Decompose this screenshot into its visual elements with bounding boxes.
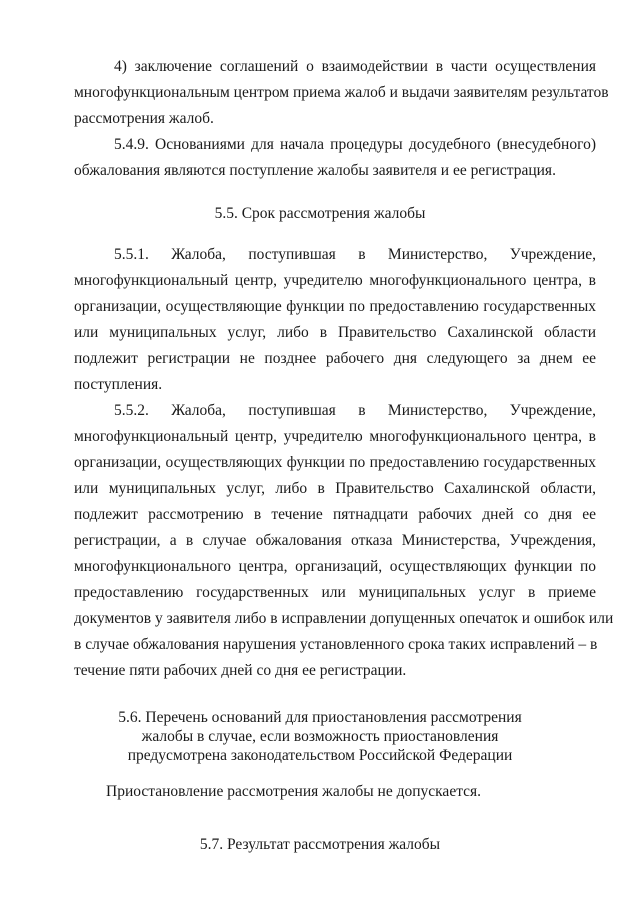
text-line: поступления. xyxy=(74,376,163,393)
text-line: подлежит рассмотрению в течение пятнадцати рабочих дней со дня ее xyxy=(74,506,596,523)
text-line: предоставлению государственных или муниципальных услуг в приеме xyxy=(74,584,596,601)
paragraph-5-6-text: Приостановление рассмотрения жалобы не допускается. xyxy=(106,783,482,800)
text-line: многофункционального центра, организаций, осуществляющих функции по xyxy=(74,558,596,575)
text-line: в случае обжалования нарушения установленного срока таких исправлений – в xyxy=(74,636,598,653)
text-line: документов у заявителя либо в исправлении допущенных опечаток и ошибок или xyxy=(74,610,614,627)
text-line: 5.4.9. Основаниями для начала процедуры досудебного (внесудебного) xyxy=(114,136,596,153)
text-line: 5.5.1. Жалоба, поступившая в Министерство, Учреждение, xyxy=(114,246,596,263)
text-line: течение пяти рабочих дней со дня ее регистрации. xyxy=(74,662,407,679)
paragraph-item-4 xyxy=(74,54,609,132)
text-line: подлежит регистрации не позднее рабочего дня следующего за днем ее xyxy=(74,350,596,367)
paragraph-5-5-2 xyxy=(74,398,614,684)
text-line: организации, осуществляющих функции по предоставлению государственных xyxy=(74,454,596,471)
text-line: многофункциональным центром приема жалоб и выдачи заявителям результатов xyxy=(74,84,609,101)
section-heading-5-7: 5.7. Результат рассмотрения жалобы xyxy=(199,836,441,853)
text-line: многофункциональный центр, учредителю многофункционального центра, в xyxy=(74,272,596,289)
text-line: многофункциональный центр, учредителю многофункционального центра, в xyxy=(74,428,596,445)
text-line: обжалования являются поступление жалобы заявителя и ее регистрация. xyxy=(74,162,556,179)
heading-line: жалобы в случае, если возможность приостановления xyxy=(141,728,499,745)
section-heading-5-5: 5.5. Срок рассмотрения жалобы xyxy=(214,205,426,222)
section-heading-5-6 xyxy=(0,708,640,765)
text-line: регистрации, а в случае обжалования отказа Министерства, Учреждения, xyxy=(74,532,596,549)
text-line: рассмотрения жалоб. xyxy=(74,110,214,127)
text-line: организации, осуществляющие функции по предоставлению государственных xyxy=(74,298,596,315)
text-line: 5.5.2. Жалоба, поступившая в Министерство, Учреждение, xyxy=(114,402,596,419)
heading-line: 5.6. Перечень оснований для приостановления рассмотрения xyxy=(118,709,522,726)
text-line: или муниципальных услуг, либо в Правительство Сахалинской области xyxy=(74,324,596,341)
heading-line: предусмотрена законодательством Российской Федерации xyxy=(127,747,513,764)
paragraph-5-4-9 xyxy=(74,132,596,184)
paragraph-5-5-1 xyxy=(74,242,596,398)
text-line: 4) заключение соглашений о взаимодействии в части осуществления xyxy=(114,58,596,75)
text-line: или муниципальных услуг, либо в Правительство Сахалинской области, xyxy=(74,480,596,497)
